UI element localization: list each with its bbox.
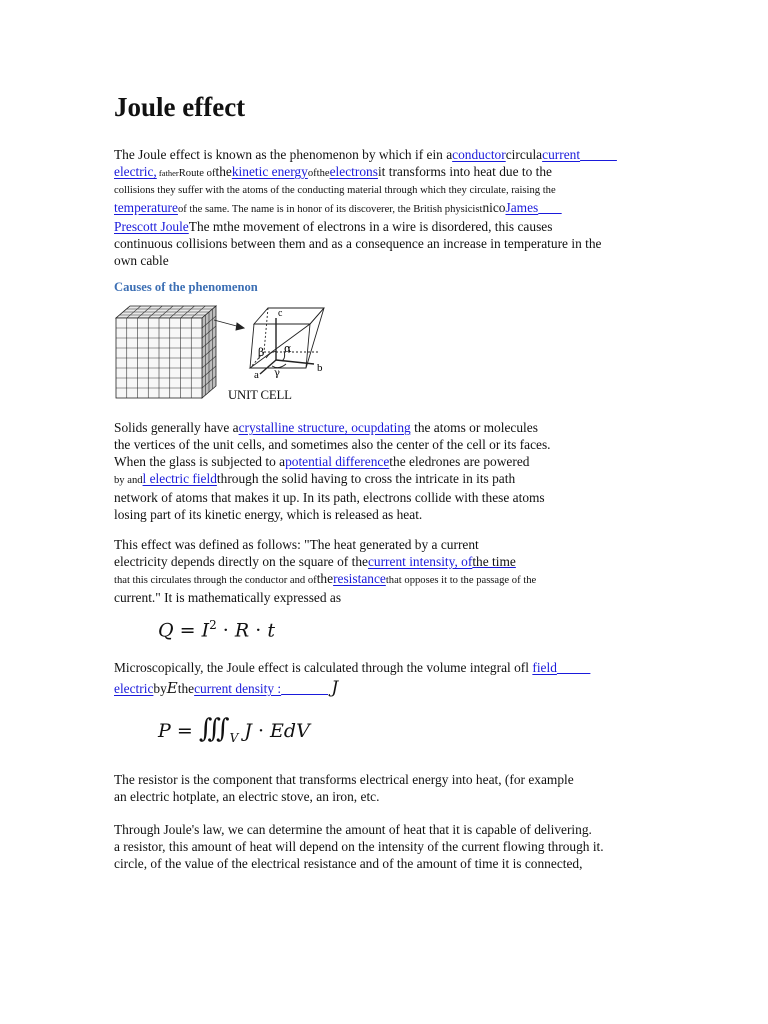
link-crystalline-structure[interactable]: crystalline structure, ocupdating — [238, 420, 411, 435]
solids-line-6: losing part of its kinetic energy, which is released as heat. — [114, 507, 423, 522]
page-title: Joule effect — [114, 92, 246, 122]
intro-line-6: continuous collisions between them and as a consequence an increase in temperature in the — [114, 236, 602, 251]
solids-line-2: the vertices of the unit cells, and sometimes also the center of the cell or its faces. — [114, 437, 551, 452]
joule-law-equation: $Q = I^2 \cdot R \cdot t$ — [158, 618, 275, 642]
intro-paragraph — [114, 146, 659, 269]
link-current-density[interactable]: current density : — [194, 681, 282, 696]
vector-e-symbol: E — [166, 679, 178, 697]
link-electric[interactable]: electric, — [114, 164, 157, 179]
solids-line-1: Solids generally have acrystalline structure, ocupdating the atoms or molecules — [114, 420, 538, 435]
vector-j-symbol: J — [331, 678, 339, 698]
solids-line-5: network of atoms that makes it up. In its path, electrons collide with these atoms — [114, 490, 545, 505]
link-electric-2[interactable]: electric — [114, 681, 154, 696]
microscopic-paragraph — [114, 659, 659, 697]
link-potential-difference[interactable]: potential difference — [285, 454, 390, 469]
link-temperature[interactable]: temperature — [114, 200, 178, 215]
link-prescott-joule[interactable]: Prescott Joule — [114, 219, 189, 234]
link-current-intensity[interactable]: current intensity, of — [367, 554, 473, 569]
intro-line-3: collisions they suffer with the atoms of the conducting material through which they circulate, raising the — [114, 185, 556, 196]
intro-line-1: The Joule effect is known as the phenomenon by which if ein aconductorcirculacurrent — [114, 147, 581, 162]
law-line-3: circle, of the value of the electrical resistance and of the amount of time it is connected, — [114, 856, 583, 871]
axis-label-c: c — [278, 308, 283, 319]
unit-cell-figure — [114, 304, 334, 400]
link-james[interactable]: James — [505, 200, 539, 215]
power-integral-equation: $P = ∭_V$ J · EdV — [158, 714, 310, 745]
link-field[interactable]: field — [532, 660, 557, 675]
angle-label-beta: β — [258, 346, 265, 359]
resistor-paragraph — [114, 771, 659, 805]
definition-line-2: electricity depends directly on the square of thecurrent intensity, ofthe time — [114, 554, 516, 569]
link-kinetic-energy[interactable]: kinetic energy — [231, 164, 308, 179]
solids-paragraph — [114, 419, 659, 523]
link-electric-field[interactable]: l electric field — [142, 471, 217, 486]
link-resistance[interactable]: resistance — [333, 571, 386, 586]
definition-line-1: This effect was defined as follows: "The heat generated by a current — [114, 537, 479, 552]
unit-cell-parallelepiped — [250, 308, 324, 374]
intro-line-4: temperatureof the same. The name is in honor of its discoverer, the British physicistnicoJames — [114, 200, 539, 215]
joules-law-paragraph — [114, 821, 659, 872]
crystal-lattice-block — [116, 306, 216, 398]
angle-label-alpha: α — [284, 342, 292, 355]
section-heading: Causes of the phenomenon — [114, 280, 258, 294]
arrow-to-unit-cell — [214, 320, 244, 330]
axis-label-a: a — [254, 369, 259, 381]
definition-paragraph — [114, 536, 659, 606]
law-line-1: Through Joule's law, we can determine the amount of heat that it is capable of delivering. — [114, 822, 592, 837]
micro-line-1: Microscopically, the Joule effect is calculated through the volume integral ofl field — [114, 660, 557, 675]
triple-integral-symbol: ∭ — [198, 714, 230, 744]
link-current[interactable]: current — [542, 147, 581, 162]
law-line-2: a resistor, this amount of heat will depend on the intensity of the current flowing through it. — [114, 839, 604, 854]
intro-line-5: Prescott JouleThe mthe movement of electrons in a wire is disordered, this causes — [114, 219, 553, 234]
definition-line-3: that this circulates through the conductor and oftheresistancethat opposes it to the passage of the — [114, 571, 537, 586]
figure-caption: UNIT CELL — [228, 388, 292, 402]
definition-line-4: current." It is mathematically expressed as — [114, 590, 342, 605]
micro-line-2: electricbyEthecurrent density : J — [114, 678, 339, 698]
link-conductor[interactable]: conductor — [452, 147, 506, 162]
link-electrons[interactable]: electrons — [329, 164, 378, 179]
intro-line-2: electric, fatherRoute ofthekinetic energyoftheelectronsit transforms into heat due to the — [114, 164, 552, 179]
axis-label-b: b — [317, 362, 323, 374]
intro-line-7: own cable — [114, 253, 169, 268]
solids-line-3: When the glass is subjected to apotential differencethe eledrones are powered — [114, 454, 530, 469]
angle-label-gamma: γ — [274, 368, 280, 379]
solids-line-4: by andl electric fieldthrough the solid having to cross the intricate in its path — [114, 471, 516, 486]
resistor-line-1: The resistor is the component that transforms electrical energy into heat, (for example — [114, 772, 574, 787]
resistor-line-2: an electric hotplate, an electric stove, an iron, etc. — [114, 789, 380, 804]
